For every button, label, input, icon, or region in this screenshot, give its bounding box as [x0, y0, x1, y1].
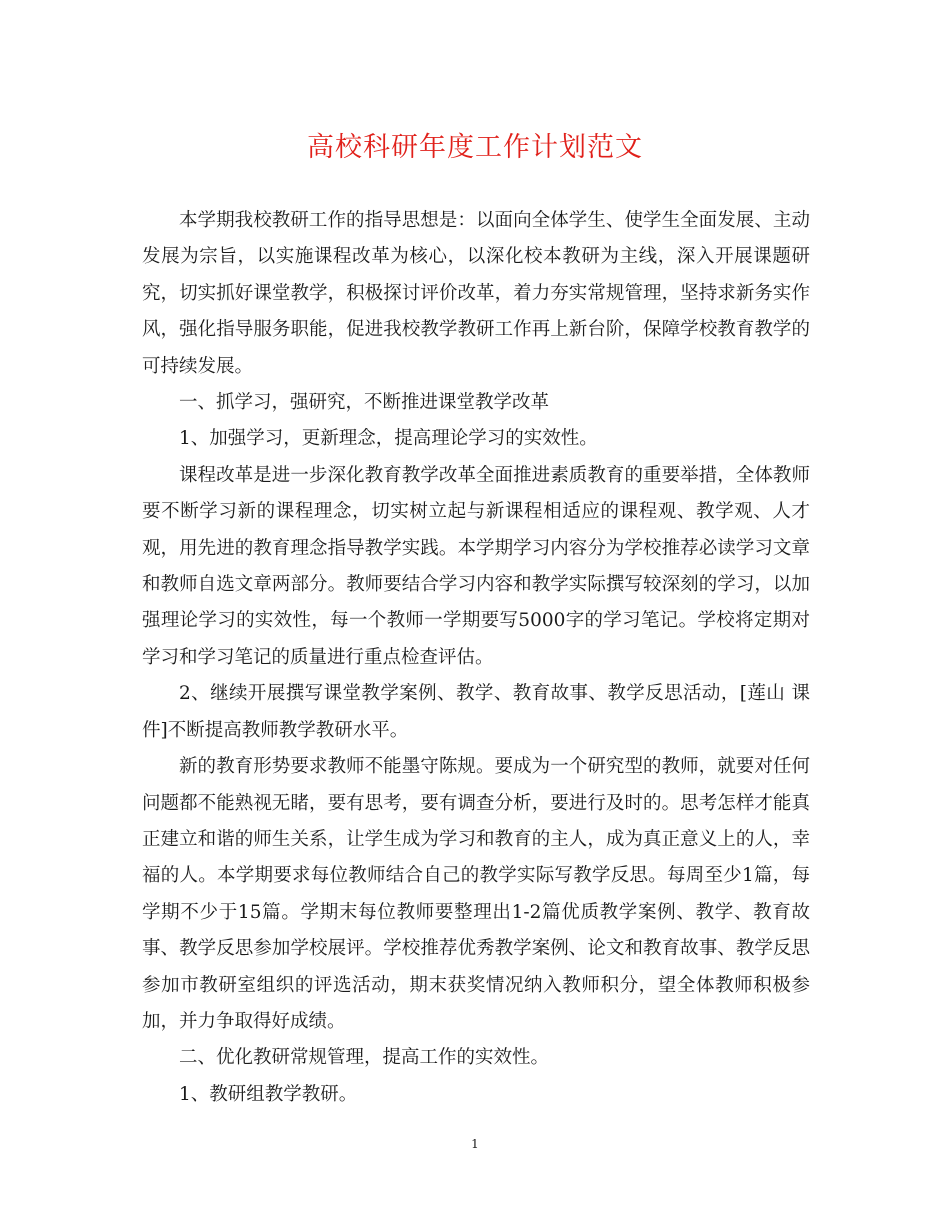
document-body — [142, 203, 810, 1113]
page-number: 1 — [471, 1137, 479, 1151]
subheading-1-1: 1、加强学习，更新理念，提高理论学习的实效性。 — [179, 428, 598, 450]
section-heading-2: 二、优化教研常规管理，提高工作的实效性。 — [179, 1047, 550, 1069]
section-heading-1: 一、抓学习，强研究，不断推进课堂教学改革 — [179, 392, 550, 414]
document-title: 高校科研年度工作计划范文 — [307, 132, 643, 163]
subheading-1-2: 2、继续开展撰写课堂教学案例、教学、教育故事、教学反思活动，[莲山 课件]不断提高教师教学教研水平。 — [142, 683, 810, 741]
paragraph-curriculum-reform: 课程改革是进一步深化教育教学改革全面推进素质教育的重要举措，全体教师要不断学习新的课程理念，切实树立起与新课程相适应的课程观、教学观、人才观，用先进的教育理念指导教学实践。本学期学习内容分为学校推荐必读学习文章和教师自选文章两部分。教师要结合学习内容和教学实际撰写较深刻的学习，以加强理论学习的实效性，每一个教师一学期要写5000字的学习笔记。学校将定期对学习和学习笔记的质量进行重点检查评估。 — [142, 464, 810, 668]
subheading-2-1: 1、教研组教学教研。 — [179, 1083, 358, 1105]
paragraph-guiding-thought: 本学期我校教研工作的指导思想是：以面向全体学生、使学生全面发展、主动发展为宗旨，以实施课程改革为核心，以深化校本教研为主线，深入开展课题研究，切实抓好课堂教学，积极探讨评价改革，着力夯实常规管理，坚持求新务实作风，强化指导服务职能，促进我校教学教研工作再上新台阶，保障学校教育教学的可持续发展。 — [142, 210, 810, 377]
paragraph-new-education: 新的教育形势要求教师不能墨守陈规。要成为一个研究型的教师，就要对任何问题都不能熟视无睹，要有思考，要有调查分析，要进行及时的。思考怎样才能真正建立和谐的师生关系，让学生成为学习和教育的主人，成为真正意义上的人，幸福的人。本学期要求每位教师结合自己的教学实际写教学反思。每周至少1篇，每学期不少于15篇。学期末每位教师要整理出1-2篇优质教学案例、教学、教育故事、教学反思参加学校展评。学校推荐优秀教学案例、论文和教育故事、教学反思参加市教研室组织的评选活动，期末获奖情况纳入教师积分，望全体教师积极参加，并力争取得好成绩。 — [142, 756, 810, 1032]
